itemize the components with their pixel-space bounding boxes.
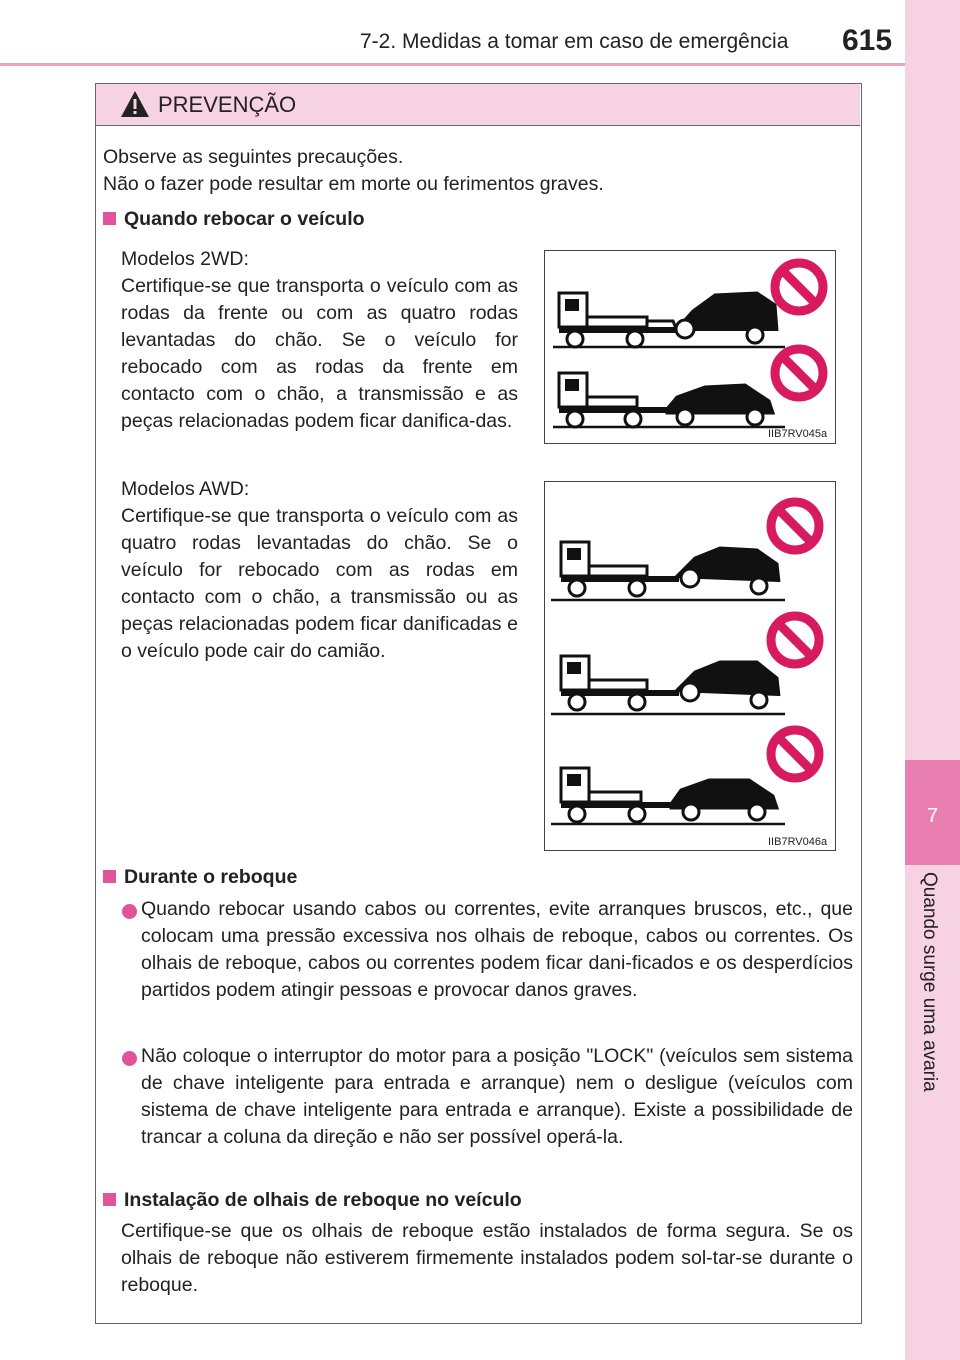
tow-truck-illustration: [545, 251, 835, 443]
round-bullet-icon: [122, 1051, 137, 1066]
section-heading-towing: Quando rebocar o veículo: [103, 208, 365, 231]
section-heading-tow-eyelet: Instalação de olhais de reboque no veículo: [103, 1189, 522, 1212]
square-bullet-icon: [103, 212, 116, 225]
warning-intro-2: Não o fazer pode resultar em morte ou ferimentos graves.: [103, 173, 604, 195]
section-title: 7-2. Medidas a tomar em caso de emergência: [360, 30, 789, 53]
tow-truck-illustration: [545, 482, 835, 850]
round-bullet-icon: [122, 904, 137, 919]
figure-awd-towing: [544, 481, 836, 851]
model-awd-text: Certifique-se que transporta o veículo com as quatro rodas levantadas do chão. Se o veículo for rebocado com as rodas em contacto com o chão, a transmissão ou as peças relacionadas podem ficar danificadas e o veículo pode cair do camião.: [121, 505, 518, 662]
warning-box: [95, 83, 862, 1324]
page-header: [0, 0, 905, 66]
chapter-side-tab: [905, 0, 960, 1360]
section-heading-during-tow: Durante o reboque: [103, 866, 297, 889]
bullet-text-1: Quando rebocar usando cabos ou correntes, evite arranques bruscos, etc., que colocam uma pressão excessiva nos olhais de reboque, cabos ou correntes. Os olhais de reboque, cabos ou correntes podem ficar dani-ficados e os desperdícios partidos podem atingir pessoas e provocar danos graves.: [141, 898, 853, 1001]
warning-title: PREVENÇÃO: [158, 92, 297, 117]
warning-intro-1: Observe as seguintes precauções.: [103, 146, 404, 168]
warning-triangle-icon: [120, 90, 150, 118]
square-bullet-icon: [103, 1193, 116, 1206]
bullet-text-2: Não coloque o interruptor do motor para a posição "LOCK" (veículos sem sistema de chave inteligente para entrada e arranque) nem o desligue (veículos com sistema de chave inteligente para entrada e arranque). Existe a possibilidade de trancar a coluna da direção e não ser possível operá-la.: [141, 1045, 853, 1148]
chapter-number: 7: [905, 760, 960, 865]
model-2wd-label: Modelos 2WD:: [121, 248, 249, 270]
warning-header: [96, 84, 860, 126]
model-awd-label: Modelos AWD:: [121, 478, 250, 500]
model-2wd-text: Certifique-se que transporta o veículo com as rodas da frente ou com as quatro rodas levantadas do chão. Se o veículo for rebocado com as rodas da frente em contacto com o chão, a transmissão e as peças relacionadas podem ficar danifica-das.: [121, 275, 518, 432]
chapter-title: Quando surge uma avaria: [919, 872, 940, 1092]
page-number: 615: [842, 24, 893, 57]
figure-code: IIB7RV046a: [768, 836, 828, 848]
tow-eyelet-text: Certifique-se que os olhais de reboque estão instalados de forma segura. Se os olhais de reboque não estiverem firmemente instalados podem sol-tar-se durante o reboque.: [121, 1220, 853, 1296]
square-bullet-icon: [103, 870, 116, 883]
figure-2wd-towing: [544, 250, 836, 444]
figure-code: IIB7RV045a: [768, 428, 828, 440]
